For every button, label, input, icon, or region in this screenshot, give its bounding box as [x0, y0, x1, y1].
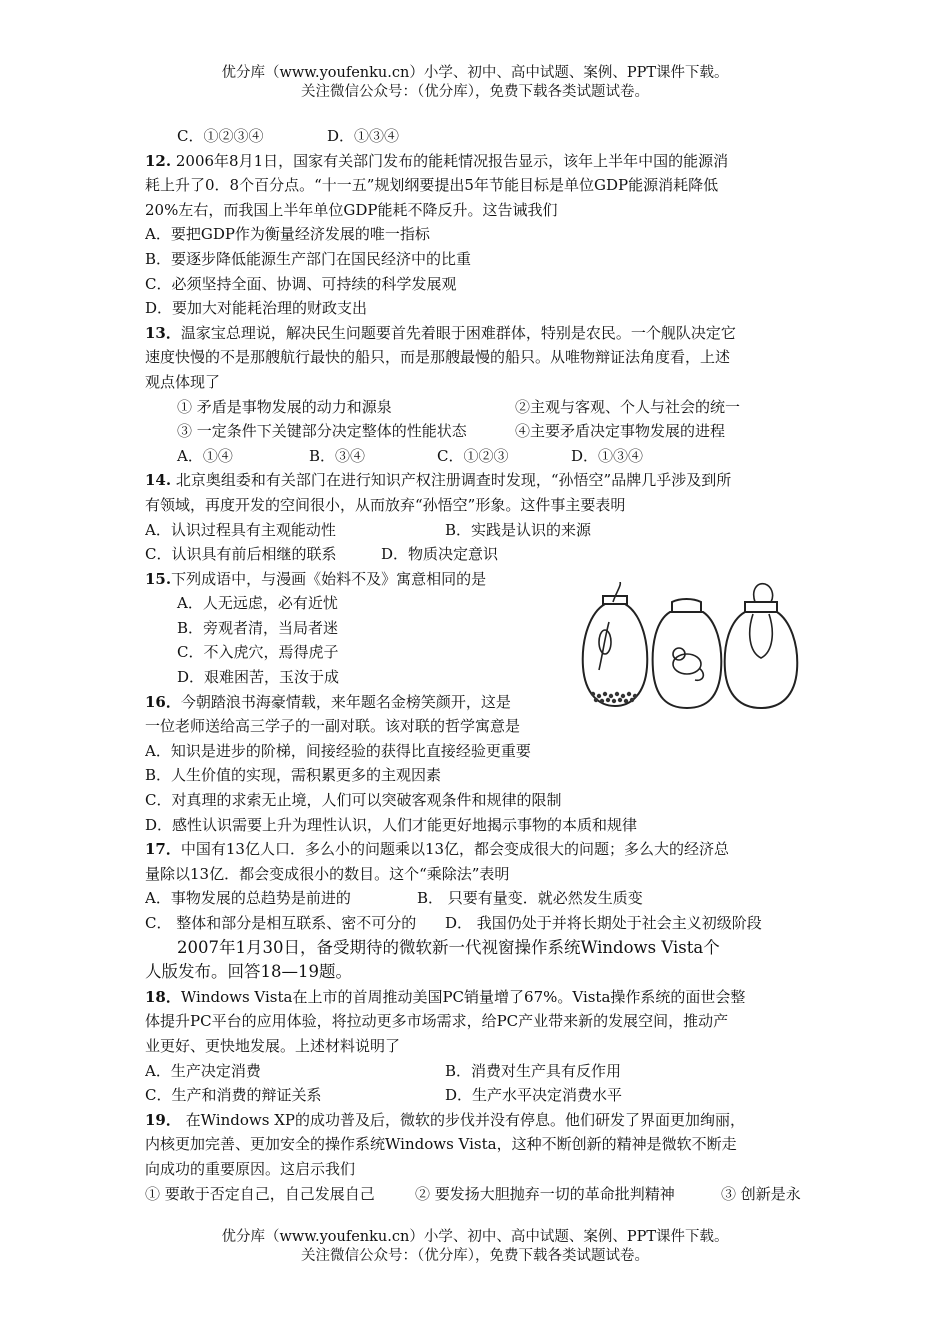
q14-option-d: D．物质决定意识 — [381, 545, 499, 564]
q13-stem-line-3: 观点体现了 — [145, 372, 221, 391]
q11-options-tail — [145, 124, 809, 149]
q12-stem-line-1: 2006年8月1日，国家有关部门发布的能耗情况报告显示，该年上半年中国的能源消 — [171, 151, 729, 170]
q13-statement-4: ④主要矛盾决定事物发展的进程 — [515, 422, 726, 441]
q15-stem: 下列成语中，与漫画《始料不及》寓意相同的是 — [171, 569, 487, 588]
q14-option-b: B．实践是认识的来源 — [445, 520, 592, 539]
q12-option-a: A．要把GDP作为衡量经济发展的唯一指标 — [145, 225, 430, 244]
q12-option-b: B．要逐步降低能源生产部门在国民经济中的比重 — [145, 249, 472, 268]
footer-line-2: 关注微信公众号：（优分库），免费下载各类试题试卷。 — [301, 1248, 649, 1264]
q13-option-d: D．①③④ — [571, 446, 644, 465]
q17-option-d: D． 我国仍处于并将长期处于社会主义初级阶段 — [445, 914, 762, 932]
q19-stem-line-1: 在Windows XP的成功普及后，微软的步伐并没有停息。他们研发了界面更加绚丽， — [180, 1110, 745, 1129]
q15-option-c: C．不入虎穴，焉得虎子 — [177, 643, 339, 662]
q16-option-b: B．人生价值的实现，需积累更多的主观因素 — [145, 766, 442, 785]
question-14 — [145, 468, 809, 566]
q13-statement-3: ③ 一定条件下关键部分决定整体的性能状态 — [177, 422, 467, 441]
q17-stem-line-1: 中国有13亿人口．多么小的问题乘以13亿，都会变成很大的问题；多么大的经济总 — [180, 840, 730, 859]
q16-number: 16． — [145, 692, 181, 711]
q17-option-b: B． 只要有量变．就必然发生质变 — [417, 889, 643, 908]
q18-stem-line-3: 业更好、更快地发展。上述材料说明了 — [145, 1036, 401, 1055]
q13-option-a: A．①④ — [177, 446, 233, 465]
q19-number: 19． — [145, 1110, 181, 1129]
question-18 — [145, 985, 809, 1108]
q18-number: 18． — [145, 987, 181, 1006]
q15-number: 15. — [145, 569, 172, 588]
q14-option-a: A．认识过程具有主观能动性 — [145, 520, 336, 539]
question-19 — [145, 1108, 809, 1206]
q19-stem-line-3: 向成功的重要原因。这启示我们 — [145, 1159, 356, 1178]
q17-option-a: A．事物发展的总趋势是前进的 — [145, 889, 351, 908]
q16-stem-line-1: 今朝踏浪书海豪情载，来年题名金榜笑颜开，这是 — [180, 692, 511, 711]
q19-statement-1: ① 要敢于否定自己，自己发展自己 — [145, 1184, 375, 1203]
q13-option-c: C．①②③ — [437, 446, 509, 465]
q13-stem-line-1: 温家宝总理说，解决民生问题要首先着眼于困难群体，特别是农民。一个舰队决定它 — [180, 323, 736, 342]
q12-option-c: C．必须坚持全面、协调、可持续的科学发展观 — [145, 274, 457, 293]
q12-stem-line-2: 耗上升了0．8个百分点。“十一五”规划纲要提出5年节能目标是单位GDP能源消耗降低 — [145, 176, 719, 195]
q18-stem-line-2: 体提升PC平台的应用体验，将拉动更多市场需求，给PC产业带来新的发展空间，推动产 — [145, 1012, 729, 1031]
q12-stem-line-3: 20%左右，而我国上半年单位GDP能耗不降反升。这告诫我们 — [145, 200, 558, 219]
question-17 — [145, 837, 809, 935]
q14-number: 14. — [145, 471, 172, 490]
q15-option-b: B．旁观者清，当局者迷 — [177, 618, 339, 637]
q19-statement-2: ② 要发扬大胆抛弃一切的革命批判精神 — [415, 1184, 675, 1203]
page-header — [0, 64, 950, 102]
page-footer — [0, 1228, 950, 1266]
q13-number: 13． — [145, 323, 181, 342]
question-12 — [145, 149, 809, 321]
header-line-1: 优分库（www.youfenku.cn）小学、初中、高中试题、案例、PPT课件下载。 — [221, 65, 729, 81]
q19-stem-line-2: 内核更加完善、更加安全的操作系统Windows Vista，这种不断创新的精神是微软不断走 — [145, 1135, 737, 1154]
q18-option-b: B．消费对生产具有反作用 — [445, 1061, 622, 1080]
q17-option-c: C． 整体和部分是相互联系、密不可分的 — [145, 914, 417, 932]
q18-stem-line-1: Windows Vista在上市的首周推动美国PC销量增了67%。Vista操作系统的面世会整 — [180, 987, 746, 1006]
q16-option-a: A．知识是进步的阶梯，间接经验的获得比直接经验更重要 — [145, 741, 531, 760]
cartoon-three-jars — [575, 582, 815, 712]
q16-stem-line-2: 一位老师送给高三学子的一副对联。该对联的哲学寓意是 — [145, 717, 521, 736]
q15-option-d: D．艰难困苦，玉汝于成 — [177, 668, 340, 687]
header-line-2: 关注微信公众号：（优分库），免费下载各类试题试卷。 — [301, 84, 649, 100]
q14-stem-line-1: 北京奥组委和有关部门在进行知识产权注册调查时发现，“孙悟空”品牌几乎涉及到所 — [171, 471, 732, 490]
q13-statement-2: ②主观与客观、个人与社会的统一 — [515, 397, 741, 416]
q13-option-b: B．③④ — [309, 446, 366, 465]
q19-statement-3: ③ 创新是永 — [721, 1184, 801, 1203]
q16-option-c: C．对真理的求索无止境，人们可以突破客观条件和规律的限制 — [145, 791, 562, 810]
q14-stem-line-2: 有领域，再度开发的空间很小，从而放弃“孙悟空”形象。这件事主要表明 — [145, 495, 626, 514]
q17-number: 17． — [145, 840, 181, 859]
intro-line-1: 2007年1月30日，备受期待的微软新一代视窗操作系统Windows Vista个 — [177, 937, 720, 957]
question-13 — [145, 321, 809, 469]
q13-stem-line-2: 速度快慢的不是那艘航行最快的船只，而是那艘最慢的船只。从唯物辩证法角度看，上述 — [145, 348, 731, 367]
q11-option-d: D．①③④ — [327, 127, 400, 145]
q13-statement-1: ① 矛盾是事物发展的动力和源泉 — [177, 397, 392, 416]
footer-line-1: 优分库（www.youfenku.cn）小学、初中、高中试题、案例、PPT课件下载。 — [221, 1229, 729, 1245]
q11-option-c: C．①②③④ — [177, 127, 264, 145]
q12-number: 12. — [145, 151, 172, 170]
q12-option-d: D．要加大对能耗治理的财政支出 — [145, 299, 368, 318]
intro-line-2: 人版发布。回答18—19题。 — [145, 962, 352, 982]
q14-option-c: C．认识具有前后相继的联系 — [145, 545, 337, 564]
material-intro — [145, 936, 809, 985]
q18-option-d: D．生产水平决定消费水平 — [445, 1086, 623, 1105]
q18-option-a: A．生产决定消费 — [145, 1061, 261, 1080]
q15-option-a: A．人无远虑，必有近忧 — [177, 594, 338, 613]
q18-option-c: C．生产和消费的辩证关系 — [145, 1086, 322, 1105]
q17-stem-line-2: 量除以13亿．都会变成很小的数目。这个“乘除法”表明 — [145, 864, 510, 883]
q16-option-d: D．感性认识需要上升为理性认识，人们才能更好地揭示事物的本质和规律 — [145, 815, 638, 834]
